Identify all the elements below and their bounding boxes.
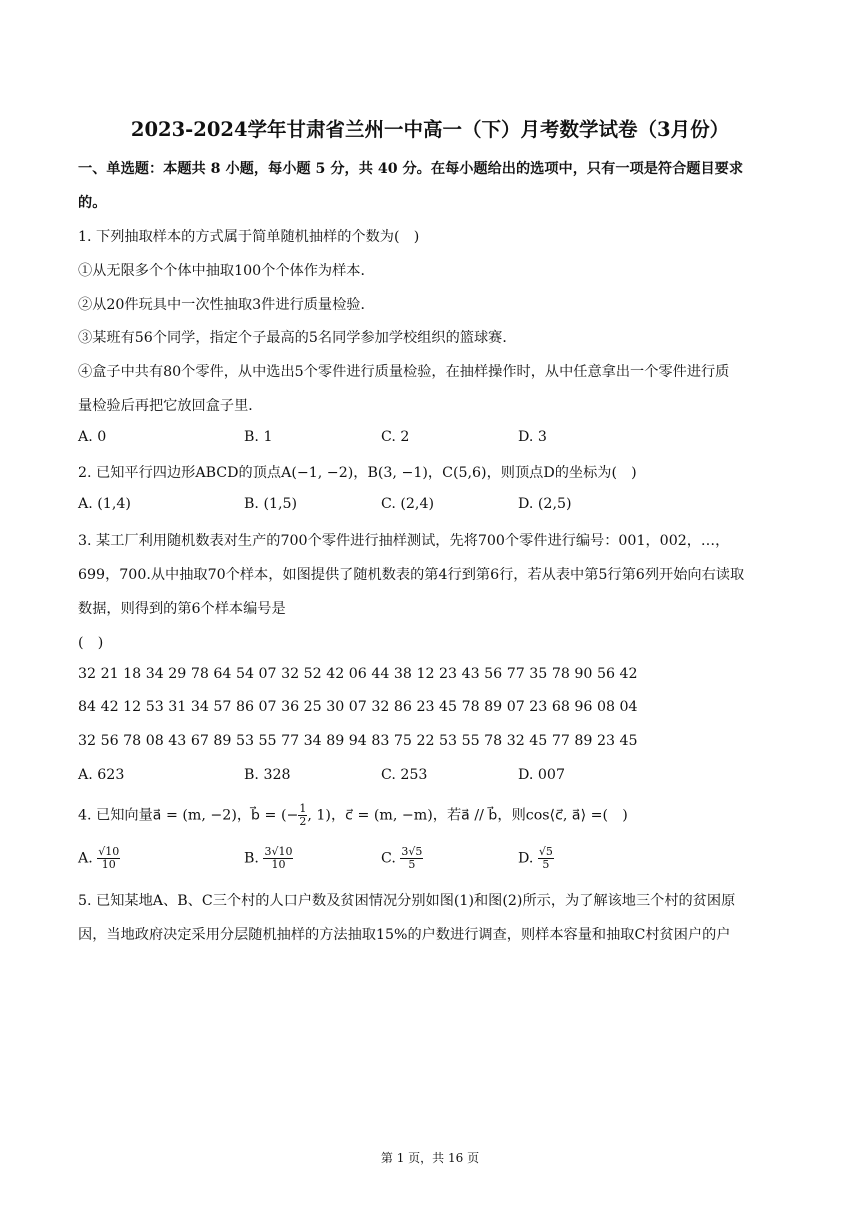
q3-stem-cont-2: 数据，则得到的第6个样本编号是	[78, 601, 286, 617]
q5-stem: 5. 已知某地A、B、C三个村的人口户数及贫困情况分别如图(1)和图(2)所示，为了解该地三个村的贫困原	[78, 893, 736, 909]
q1-option-b: B. 1	[244, 429, 273, 445]
q4-option-c: C. $\frac{3√5}{5}$	[381, 845, 423, 871]
q1-item-2: ②从20件玩具中一次性抽取3件进行质量检验．	[78, 297, 375, 313]
q3-option-a: A. 623	[78, 767, 125, 783]
random-table-row: 32 21 18 34 29 78 64 54 07 32 52 42 06 44 38 12 23 43 56 77 35 78 90 56 42	[78, 666, 638, 682]
q3-option-c: C. 253	[381, 767, 428, 783]
q3-option-d: D. 007	[518, 767, 565, 783]
fraction-one-half: $\frac{1}{2}$	[299, 802, 307, 828]
section-heading-cont: 的。	[78, 195, 107, 211]
q4-option-d: D. $\frac{√5}{5}$	[518, 845, 553, 871]
q4-stem	[78, 803, 628, 828]
q4-stem-part-2: , 1)，c⃗ = (m, −m)，若a⃗ // b⃗，则cos⟨c⃗, a⃗⟩ =( )	[307, 807, 628, 824]
section-heading: 一、单选题：本题共 8 小题，每小题 5 分，共 40 分。在每小题给出的选项中，只有一项是符合题目要求	[78, 161, 744, 177]
q2-option-d: D. (2,5)	[518, 496, 572, 512]
q2-option-a: A. (1,4)	[78, 496, 131, 512]
random-table-row: 84 42 12 53 31 34 57 86 07 36 25 30 07 32 86 23 45 78 89 07 23 68 96 08 04	[78, 699, 638, 715]
page-footer: 第 1 页，共 16 页	[380, 1151, 480, 1165]
q1-option-d: D. 3	[518, 429, 547, 445]
q4-option-b: B. $\frac{3√10}{10}$	[244, 845, 293, 871]
q4-stem-part-1: 4. 已知向量a⃗ = (m, −2)，b⃗ = (−	[78, 807, 299, 824]
q3-answer-paren: ( )	[78, 635, 104, 651]
q1-stem: 1. 下列抽取样本的方式属于简单随机抽样的个数为( )	[78, 229, 420, 245]
q1-item-3: ③某班有56个同学，指定个子最高的5名同学参加学校组织的篮球赛．	[78, 330, 517, 346]
q2-option-b: B. (1,5)	[244, 496, 298, 512]
q4-option-a: A. $\frac{√10}{10}$	[78, 845, 120, 871]
q1-item-4: ④盒子中共有80个零件，从中选出5个零件进行质量检验，在抽样操作时，从中任意拿出一个零件进行质	[78, 364, 730, 380]
q2-stem: 2. 已知平行四边形ABCD的顶点A(−1, −2)，B(3, −1)，C(5,6)，则顶点D的坐标为( )	[78, 465, 637, 481]
q3-stem-cont-1: 699，700.从中抽取70个样本，如图提供了随机数表的第4行到第6行，若从表中第5行第6列开始向右读取	[78, 567, 745, 583]
q3-option-b: B. 328	[244, 767, 291, 783]
q2-option-c: C. (2,4)	[381, 496, 435, 512]
page-title: 2023-2024学年甘肃省兰州一中高一（下）月考数学试卷（3月份）	[130, 118, 730, 141]
q3-stem: 3. 某工厂利用随机数表对生产的700个零件进行抽样测试，先将700个零件进行编号：001，002，…，	[78, 533, 730, 549]
q1-item-4-cont: 量检验后再把它放回盒子里．	[78, 398, 263, 414]
q1-item-1: ①从无限多个个体中抽取100个个体作为样本．	[78, 263, 375, 279]
random-table-row: 32 56 78 08 43 67 89 53 55 77 34 89 94 83 75 22 53 55 78 32 45 77 89 23 45	[78, 733, 638, 749]
q1-option-a: A. 0	[78, 429, 107, 445]
q1-option-c: C. 2	[381, 429, 410, 445]
q5-stem-cont: 因，当地政府决定采用分层随机抽样的方法抽取15%的户数进行调查，则样本容量和抽取C村贫困户的户	[78, 927, 731, 943]
